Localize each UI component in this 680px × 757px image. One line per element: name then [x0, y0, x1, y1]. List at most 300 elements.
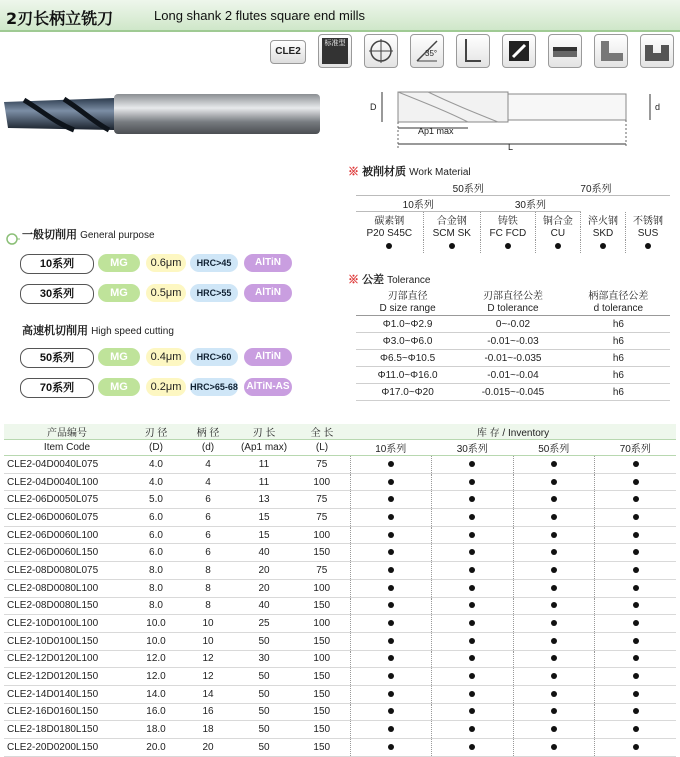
stock-cell — [350, 615, 432, 633]
in-stock-dot-icon — [469, 461, 475, 467]
stock-cell — [595, 615, 677, 633]
coating-badge: AlTiN — [244, 284, 292, 302]
dot-icon — [505, 243, 511, 249]
stock-cell — [595, 685, 677, 703]
in-stock-dot-icon — [388, 496, 394, 502]
stock-cell — [432, 526, 514, 544]
in-stock-dot-icon — [388, 638, 394, 644]
stock-cell — [350, 685, 432, 703]
item-code: CLE2-06D0060L075 — [4, 509, 130, 527]
cle2-badge-icon: CLE2 — [270, 40, 306, 64]
material-applicable-dot — [356, 240, 423, 253]
coating-badge: AlTiN-AS — [244, 378, 292, 396]
tol-header-en: D tolerance — [459, 302, 567, 316]
material-badge: MG — [98, 284, 140, 302]
overall-length: 150 — [294, 597, 350, 615]
inventory-series: 10系列 — [350, 440, 432, 456]
shank-diameter: 8 — [182, 597, 234, 615]
roughness-badge: 0.4μm — [146, 348, 186, 366]
tolerance-cell: -0.01~-0.03 — [459, 333, 567, 350]
in-stock-dot-icon — [388, 691, 394, 697]
shank-diameter: 10 — [182, 632, 234, 650]
overall-length: 100 — [294, 579, 350, 597]
col-header-ap: 刃 长 — [234, 424, 294, 440]
in-stock-dot-icon — [388, 744, 394, 750]
stock-cell — [513, 526, 595, 544]
overall-length: 100 — [294, 650, 350, 668]
tolerance-cell: 0~-0.02 — [459, 316, 567, 333]
table-row — [4, 632, 676, 650]
in-stock-dot-icon — [633, 461, 639, 467]
table-row — [4, 597, 676, 615]
table-row — [4, 739, 676, 757]
col-header-D-en: (D) — [130, 440, 182, 456]
stock-cell — [432, 615, 514, 633]
tolerance-row — [356, 350, 670, 367]
dot-icon — [386, 243, 392, 249]
material-category: 不锈钢 — [626, 212, 670, 228]
cutting-length: 15 — [234, 526, 294, 544]
series-label-10: 10系列 — [356, 196, 480, 212]
tolerance-cell: -0.01~-0.04 — [459, 367, 567, 384]
material-grade: SKD — [580, 227, 625, 240]
cutting-length: 11 — [234, 456, 294, 474]
shank-diameter: 6 — [182, 491, 234, 509]
roughness-badge: 0.5μm — [146, 284, 186, 302]
stock-cell — [595, 491, 677, 509]
material-grade: SUS — [626, 227, 670, 240]
stock-cell — [595, 526, 677, 544]
col-header-L-en: (L) — [294, 440, 350, 456]
series-name: 30系列 — [20, 284, 94, 304]
stock-cell — [432, 509, 514, 527]
stock-cell — [595, 721, 677, 739]
stock-cell — [350, 544, 432, 562]
tolerance-cell: h6 — [567, 316, 670, 333]
stock-cell — [595, 544, 677, 562]
material-grade: P20 S45C — [366, 228, 413, 239]
in-stock-dot-icon — [551, 532, 557, 538]
stock-cell — [432, 668, 514, 686]
hardness-badge: HRC>65-68 — [190, 378, 238, 396]
material-grade: SCM SK — [423, 227, 480, 240]
helix-35-icon — [410, 34, 444, 68]
in-stock-dot-icon — [469, 744, 475, 750]
stock-cell — [350, 473, 432, 491]
item-code: CLE2-12D0120L150 — [4, 668, 130, 686]
dot-icon — [555, 243, 561, 249]
col-header-D: 刃 径 — [130, 424, 182, 440]
stock-cell — [432, 650, 514, 668]
cutting-diameter: 6.0 — [130, 544, 182, 562]
cutting-diameter: 18.0 — [130, 721, 182, 739]
roughness-badge: 0.2μm — [146, 378, 186, 396]
asterisk-icon: ※ — [348, 274, 359, 286]
in-stock-dot-icon — [469, 673, 475, 679]
col-header-d: 柄 径 — [182, 424, 234, 440]
tolerance-heading: ※ 公差 Tolerance — [348, 274, 431, 286]
tolerance-cell: Φ17.0~Φ20 — [356, 384, 459, 401]
in-stock-dot-icon — [469, 585, 475, 591]
table-row — [4, 456, 676, 474]
in-stock-dot-icon — [551, 567, 557, 573]
stock-cell — [513, 579, 595, 597]
cutting-diameter: 12.0 — [130, 668, 182, 686]
tolerance-row — [356, 367, 670, 384]
shoulder-milling-icon — [594, 34, 628, 68]
cutting-length: 40 — [234, 597, 294, 615]
in-stock-dot-icon — [551, 744, 557, 750]
item-code: CLE2-08D0080L100 — [4, 579, 130, 597]
overall-length: 150 — [294, 739, 350, 757]
overall-length: 75 — [294, 509, 350, 527]
tol-header-cn: 刃部直径公差 — [482, 291, 543, 302]
in-stock-dot-icon — [633, 708, 639, 714]
overall-length: 100 — [294, 473, 350, 491]
coating-badge: AlTiN — [244, 348, 292, 366]
tol-header-cn: 刃部直径 — [387, 291, 428, 302]
stock-cell — [513, 562, 595, 580]
tolerance-cell: Φ11.0~Φ16.0 — [356, 367, 459, 384]
groove-icon — [640, 34, 674, 68]
in-stock-dot-icon — [388, 708, 394, 714]
in-stock-dot-icon — [633, 744, 639, 750]
shank-diameter: 10 — [182, 615, 234, 633]
stock-cell — [350, 509, 432, 527]
stock-cell — [350, 562, 432, 580]
bullet-icon — [4, 231, 20, 247]
stock-cell — [432, 491, 514, 509]
material-applicable-dot — [480, 240, 535, 253]
series-name: 10系列 — [20, 254, 94, 274]
in-stock-dot-icon — [551, 620, 557, 626]
table-row — [4, 562, 676, 580]
stock-cell — [595, 650, 677, 668]
dim-L-label: L — [508, 142, 514, 152]
work-material-heading: ※ 被削材质 Work Material — [348, 166, 471, 178]
cutting-diameter: 8.0 — [130, 597, 182, 615]
col-header-ap-en: (Ap1 max) — [234, 440, 294, 456]
overall-length: 150 — [294, 668, 350, 686]
in-stock-dot-icon — [551, 638, 557, 644]
stock-cell — [350, 579, 432, 597]
stock-cell — [432, 632, 514, 650]
dot-icon — [449, 243, 455, 249]
stock-cell — [432, 579, 514, 597]
inventory-series: 70系列 — [595, 440, 677, 456]
item-code: CLE2-10D0100L100 — [4, 615, 130, 633]
tolerance-cell: Φ3.0~Φ6.0 — [356, 333, 459, 350]
dimension-drawing — [368, 86, 668, 154]
in-stock-dot-icon — [469, 496, 475, 502]
cutting-length: 50 — [234, 685, 294, 703]
cutting-diameter: 16.0 — [130, 703, 182, 721]
material-applicable-dot — [423, 240, 480, 253]
table-row — [4, 579, 676, 597]
stock-cell — [432, 703, 514, 721]
work-material-table — [356, 180, 670, 253]
table-row — [4, 526, 676, 544]
stock-cell — [432, 721, 514, 739]
table-row — [4, 509, 676, 527]
tol-header-cn: 柄部直径公差 — [588, 291, 649, 302]
in-stock-dot-icon — [633, 479, 639, 485]
material-category: 铸铁 — [480, 212, 535, 228]
in-stock-dot-icon — [551, 691, 557, 697]
overall-length: 150 — [294, 721, 350, 739]
end-mill-photo — [4, 92, 322, 136]
cutting-length: 50 — [234, 668, 294, 686]
in-stock-dot-icon — [633, 514, 639, 520]
high-speed-heading: 高速机切削用 High speed cutting — [22, 325, 174, 337]
stock-cell — [595, 579, 677, 597]
tol-header-en: d tolerance — [567, 302, 670, 316]
tolerance-cell: h6 — [567, 384, 670, 401]
shank-diameter: 4 — [182, 456, 234, 474]
cutting-diameter: 10.0 — [130, 615, 182, 633]
in-stock-dot-icon — [633, 496, 639, 502]
in-stock-dot-icon — [551, 726, 557, 732]
stock-cell — [595, 703, 677, 721]
material-grade: FC FCD — [480, 227, 535, 240]
coating-badge: AlTiN — [244, 254, 292, 272]
cutting-length: 25 — [234, 615, 294, 633]
in-stock-dot-icon — [388, 620, 394, 626]
inventory-series: 30系列 — [432, 440, 514, 456]
in-stock-dot-icon — [469, 602, 475, 608]
in-stock-dot-icon — [388, 726, 394, 732]
general-purpose-heading: 一般切削用 General purpose — [22, 229, 155, 241]
stock-cell — [350, 721, 432, 739]
stock-cell — [432, 685, 514, 703]
side-milling-icon — [502, 34, 536, 68]
stock-cell — [513, 615, 595, 633]
stock-cell — [432, 456, 514, 474]
in-stock-dot-icon — [633, 532, 639, 538]
stock-cell — [513, 703, 595, 721]
material-applicable-dot — [580, 240, 625, 253]
shank-icon — [456, 34, 490, 68]
overall-length: 100 — [294, 526, 350, 544]
cutting-length: 50 — [234, 703, 294, 721]
overall-length: 150 — [294, 544, 350, 562]
table-row — [4, 615, 676, 633]
item-code: CLE2-12D0120L100 — [4, 650, 130, 668]
shank-diameter: 12 — [182, 668, 234, 686]
standard-type-label: 标准型 — [322, 38, 348, 64]
stock-cell — [513, 473, 595, 491]
cutting-diameter: 6.0 — [130, 526, 182, 544]
cutting-length: 20 — [234, 579, 294, 597]
table-row — [4, 668, 676, 686]
hardness-badge: HRC>45 — [190, 254, 238, 272]
table-row — [4, 685, 676, 703]
cutting-diameter: 12.0 — [130, 650, 182, 668]
stock-cell — [513, 739, 595, 757]
in-stock-dot-icon — [469, 708, 475, 714]
page-title: 2刃长柄立铣刀 — [6, 9, 114, 28]
stock-cell — [513, 491, 595, 509]
shank-diameter: 8 — [182, 579, 234, 597]
in-stock-dot-icon — [551, 585, 557, 591]
in-stock-dot-icon — [551, 602, 557, 608]
cutting-diameter: 20.0 — [130, 739, 182, 757]
standard-type-icon — [318, 34, 352, 68]
in-stock-dot-icon — [388, 585, 394, 591]
stock-cell — [350, 703, 432, 721]
stock-cell — [595, 597, 677, 615]
stock-cell — [513, 685, 595, 703]
stock-cell — [513, 456, 595, 474]
slotting-icon — [548, 34, 582, 68]
tolerance-cell: -0.015~-0.045 — [459, 384, 567, 401]
in-stock-dot-icon — [469, 620, 475, 626]
stock-cell — [350, 597, 432, 615]
stock-cell — [595, 456, 677, 474]
stock-cell — [595, 632, 677, 650]
stock-cell — [350, 650, 432, 668]
dot-icon — [600, 243, 606, 249]
in-stock-dot-icon — [633, 549, 639, 555]
shank-diameter: 6 — [182, 509, 234, 527]
stock-cell — [595, 562, 677, 580]
shank-diameter: 12 — [182, 650, 234, 668]
cutting-length: 50 — [234, 721, 294, 739]
stock-cell — [513, 509, 595, 527]
overall-length: 150 — [294, 703, 350, 721]
cutting-length: 13 — [234, 491, 294, 509]
dim-D-label: D — [370, 102, 377, 112]
stock-cell — [432, 544, 514, 562]
in-stock-dot-icon — [633, 567, 639, 573]
in-stock-dot-icon — [551, 514, 557, 520]
in-stock-dot-icon — [633, 691, 639, 697]
overall-length: 75 — [294, 562, 350, 580]
stock-cell — [595, 473, 677, 491]
cutting-diameter: 10.0 — [130, 632, 182, 650]
tolerance-cell: h6 — [567, 367, 670, 384]
cutting-length: 11 — [234, 473, 294, 491]
material-badge: MG — [98, 348, 140, 366]
item-code: CLE2-04D0040L075 — [4, 456, 130, 474]
in-stock-dot-icon — [388, 549, 394, 555]
in-stock-dot-icon — [551, 549, 557, 555]
col-header-inventory: 库 存 / Inventory — [350, 424, 676, 440]
in-stock-dot-icon — [551, 496, 557, 502]
hardness-badge: HRC>60 — [190, 348, 238, 366]
material-applicable-dot — [535, 240, 580, 253]
in-stock-dot-icon — [469, 549, 475, 555]
stock-cell — [432, 562, 514, 580]
in-stock-dot-icon — [388, 602, 394, 608]
shank-diameter: 16 — [182, 703, 234, 721]
item-code: CLE2-06D0060L100 — [4, 526, 130, 544]
cutting-diameter: 8.0 — [130, 562, 182, 580]
in-stock-dot-icon — [633, 602, 639, 608]
tol-header-en: D size range — [356, 302, 459, 316]
overall-length: 150 — [294, 685, 350, 703]
in-stock-dot-icon — [469, 567, 475, 573]
stock-cell — [350, 632, 432, 650]
in-stock-dot-icon — [633, 726, 639, 732]
in-stock-dot-icon — [633, 673, 639, 679]
table-row — [4, 650, 676, 668]
in-stock-dot-icon — [388, 532, 394, 538]
cutting-diameter: 4.0 — [130, 456, 182, 474]
material-category: 铜合金 — [535, 212, 580, 228]
series-name: 50系列 — [20, 348, 94, 368]
cutting-diameter: 4.0 — [130, 473, 182, 491]
stock-cell — [595, 668, 677, 686]
overall-length: 75 — [294, 456, 350, 474]
shank-diameter: 6 — [182, 526, 234, 544]
in-stock-dot-icon — [388, 567, 394, 573]
cutting-length: 50 — [234, 739, 294, 757]
table-row — [4, 703, 676, 721]
in-stock-dot-icon — [469, 691, 475, 697]
stock-cell — [513, 721, 595, 739]
roughness-badge: 0.6μm — [146, 254, 186, 272]
col-header-code: 产品编号 — [4, 424, 130, 440]
table-row — [4, 473, 676, 491]
overall-length: 75 — [294, 491, 350, 509]
tolerance-cell: -0.01~-0.035 — [459, 350, 567, 367]
series-label-50: 50系列 — [356, 180, 580, 196]
cutting-length: 40 — [234, 544, 294, 562]
tolerance-table — [356, 287, 670, 401]
item-code: CLE2-10D0100L150 — [4, 632, 130, 650]
in-stock-dot-icon — [551, 479, 557, 485]
stock-cell — [513, 544, 595, 562]
in-stock-dot-icon — [633, 638, 639, 644]
table-row — [4, 721, 676, 739]
in-stock-dot-icon — [469, 655, 475, 661]
cutting-diameter: 14.0 — [130, 685, 182, 703]
material-category: 合金钢 — [423, 212, 480, 228]
cutting-length: 20 — [234, 562, 294, 580]
stock-cell — [350, 668, 432, 686]
helix-angle-label: 35° — [425, 49, 438, 58]
dim-ap-label: Ap1 max — [418, 126, 454, 136]
tolerance-cell: Φ1.0~Φ2.9 — [356, 316, 459, 333]
in-stock-dot-icon — [633, 655, 639, 661]
table-row — [4, 544, 676, 562]
material-badge: MG — [98, 254, 140, 272]
hardness-badge: HRC>55 — [190, 284, 238, 302]
in-stock-dot-icon — [551, 461, 557, 467]
shank-diameter: 18 — [182, 721, 234, 739]
material-badge: MG — [98, 378, 140, 396]
inventory-series: 50系列 — [513, 440, 595, 456]
cutting-diameter: 6.0 — [130, 509, 182, 527]
stock-cell — [350, 739, 432, 757]
overall-length: 150 — [294, 632, 350, 650]
tolerance-row — [356, 316, 670, 333]
item-code: CLE2-18D0180L150 — [4, 721, 130, 739]
overall-length: 100 — [294, 615, 350, 633]
table-row — [4, 491, 676, 509]
in-stock-dot-icon — [388, 655, 394, 661]
center-cutting-icon — [364, 34, 398, 68]
in-stock-dot-icon — [469, 726, 475, 732]
item-code: CLE2-08D0080L075 — [4, 562, 130, 580]
in-stock-dot-icon — [388, 479, 394, 485]
in-stock-dot-icon — [469, 514, 475, 520]
item-code: CLE2-06D0050L075 — [4, 491, 130, 509]
tolerance-cell: h6 — [567, 333, 670, 350]
cutting-diameter: 8.0 — [130, 579, 182, 597]
in-stock-dot-icon — [469, 479, 475, 485]
